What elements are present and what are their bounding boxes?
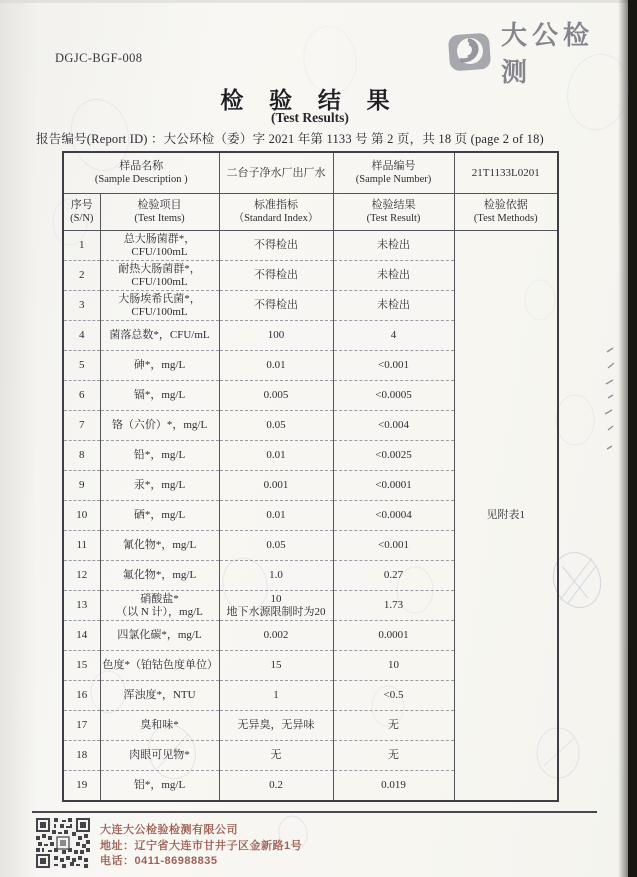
col-header-item: 检验项目 (Test Items) (100, 194, 219, 231)
footer-phone: 电话：0411-86988835 (100, 855, 218, 867)
company-logo-icon (447, 31, 493, 73)
sample-name-value: 二台子净水厂出厂水 (219, 152, 333, 194)
cell-result: 1.73 (333, 591, 454, 621)
cell-standard: 不得检出 (219, 231, 333, 261)
cell-item: 大肠埃希氏菌*， CFU/100mL (100, 291, 219, 321)
cell-result: <0.004 (333, 411, 454, 441)
sample-number-label-cell (333, 152, 454, 194)
cell-item: 氟化物*，mg/L (100, 561, 219, 591)
footer-divider (32, 811, 597, 813)
col-header-method: 检验依据 (Test Methods) (454, 194, 558, 231)
cell-result: 4 (333, 321, 454, 351)
cell-item: 砷*，mg/L (100, 351, 219, 381)
cell-sn: 10 (63, 501, 100, 531)
cell-standard: 0.002 (219, 621, 333, 651)
cell-sn: 17 (63, 711, 100, 741)
cell-standard: 1 (219, 681, 333, 711)
cell-result: 0.0001 (333, 621, 454, 651)
cell-item: 铬（六价）*，mg/L (100, 411, 219, 441)
footer-company: 大连大公检验检测有限公司 (100, 824, 238, 836)
cell-sn: 11 (63, 531, 100, 561)
cell-item: 氰化物*，mg/L (100, 531, 219, 561)
doc-code: DGJC-BGF-008 (55, 51, 143, 65)
cell-item: 色度*（铂钴色度单位） (100, 651, 219, 681)
cell-result: 10 (333, 651, 454, 681)
cell-result: 未检出 (333, 261, 454, 291)
cell-standard: 无 (219, 741, 333, 771)
cell-sn: 19 (63, 771, 100, 802)
qr-code (36, 818, 90, 868)
cell-result: <0.5 (333, 681, 454, 711)
cell-standard: 0.05 (219, 411, 333, 441)
cell-sn: 9 (63, 471, 100, 501)
cell-item: 臭和味* (100, 711, 219, 741)
page-title: 检 验 结 果 (220, 88, 400, 113)
cell-standard: 10 地下水源限制时为20 (219, 591, 333, 621)
scan-right-black-edge (628, 0, 637, 877)
sample-name-label-en: (Sample Description ) (94, 174, 188, 185)
cell-standard: 0.01 (219, 351, 333, 381)
cell-result: 无 (333, 711, 454, 741)
table-row (63, 231, 558, 261)
cell-sn: 6 (63, 381, 100, 411)
cell-item: 四氯化碳*，mg/L (100, 621, 219, 651)
cell-standard: 0.05 (219, 531, 333, 561)
page-subtitle: (Test Results) (271, 110, 349, 125)
cell-standard: 1.0 (219, 561, 333, 591)
cell-result: <0.0005 (333, 381, 454, 411)
cell-sn: 1 (63, 231, 100, 261)
cell-standard: 0.01 (219, 501, 333, 531)
cell-item: 浑浊度*，NTU (100, 681, 219, 711)
cell-standard: 不得检出 (219, 291, 333, 321)
cell-method: 见附表1 (454, 231, 558, 802)
cell-sn: 13 (63, 591, 100, 621)
cell-item: 铅*，mg/L (100, 441, 219, 471)
cell-result: 无 (333, 741, 454, 771)
cell-result: <0.0025 (333, 441, 454, 471)
column-header-row (63, 194, 558, 231)
cell-standard: 0.001 (219, 471, 333, 501)
cell-sn: 2 (63, 261, 100, 291)
sample-number-label: 样品编号 (371, 160, 416, 172)
pencil-marks (605, 348, 614, 449)
col-header-standard: 标准指标 （Standard Index） (219, 194, 333, 231)
scan-right-shadow (618, 0, 628, 877)
report-id-line: 报告编号(Report ID) ：大公环检（委）字 2021 年第 1133 号 第 2 页，共 18 页 (page 2 of 18) (36, 132, 544, 146)
sample-number-label-en: (Sample Number) (355, 174, 432, 185)
cell-sn: 18 (63, 741, 100, 771)
cell-standard: 100 (219, 321, 333, 351)
cell-item: 镉*，mg/L (100, 381, 219, 411)
cell-item: 铝*，mg/L (100, 771, 219, 802)
cell-result: <0.001 (333, 351, 454, 381)
cell-item: 总大肠菌群*， CFU/100mL (100, 231, 219, 261)
cell-item: 汞*，mg/L (100, 471, 219, 501)
cell-sn: 7 (63, 411, 100, 441)
company-logo (447, 21, 615, 87)
cell-item: 硒*，mg/L (100, 501, 219, 531)
cell-sn: 3 (63, 291, 100, 321)
cell-standard: 15 (219, 651, 333, 681)
cell-item: 硝酸盐* （以 N 计），mg/L (100, 591, 219, 621)
cell-result: <0.0004 (333, 501, 454, 531)
cell-result: 未检出 (333, 291, 454, 321)
cell-item: 耐热大肠菌群*， CFU/100mL (100, 261, 219, 291)
cell-result: 0.019 (333, 771, 454, 802)
cell-standard: 0.2 (219, 771, 333, 802)
col-header-sn: 序号 (S/N) (63, 194, 100, 231)
cell-result: 未检出 (333, 231, 454, 261)
footer-address: 地址：辽宁省大连市甘井子区金新路1号 (100, 839, 303, 852)
sample-number-value: 21T1133L0201 (454, 152, 558, 194)
cell-sn: 16 (63, 681, 100, 711)
cell-sn: 8 (63, 441, 100, 471)
cell-sn: 15 (63, 651, 100, 681)
cell-result: <0.001 (333, 531, 454, 561)
cell-standard: 0.01 (219, 441, 333, 471)
cell-result: <0.0001 (333, 471, 454, 501)
sample-name-label: 样品名称 (119, 160, 164, 172)
company-logo-text: 大公检测 (501, 21, 595, 87)
cell-item: 肉眼可见物* (100, 741, 219, 771)
sample-header-row (63, 152, 558, 194)
cell-standard: 无异臭，无异味 (219, 711, 333, 741)
sample-name-label-cell (63, 152, 219, 194)
scan-left-shading (0, 0, 36, 877)
results-table (62, 151, 559, 802)
cell-sn: 12 (63, 561, 100, 591)
cell-standard: 0.005 (219, 381, 333, 411)
cell-sn: 5 (63, 351, 100, 381)
cell-standard: 不得检出 (219, 261, 333, 291)
cell-sn: 4 (63, 321, 100, 351)
cell-sn: 14 (63, 621, 100, 651)
cell-result: 0.27 (333, 561, 454, 591)
cell-item: 菌落总数*，CFU/mL (100, 321, 219, 351)
col-header-result: 检验结果 (Test Result) (333, 194, 454, 231)
scan-top-edge (0, 0, 637, 3)
footer-contact-block (100, 823, 302, 870)
